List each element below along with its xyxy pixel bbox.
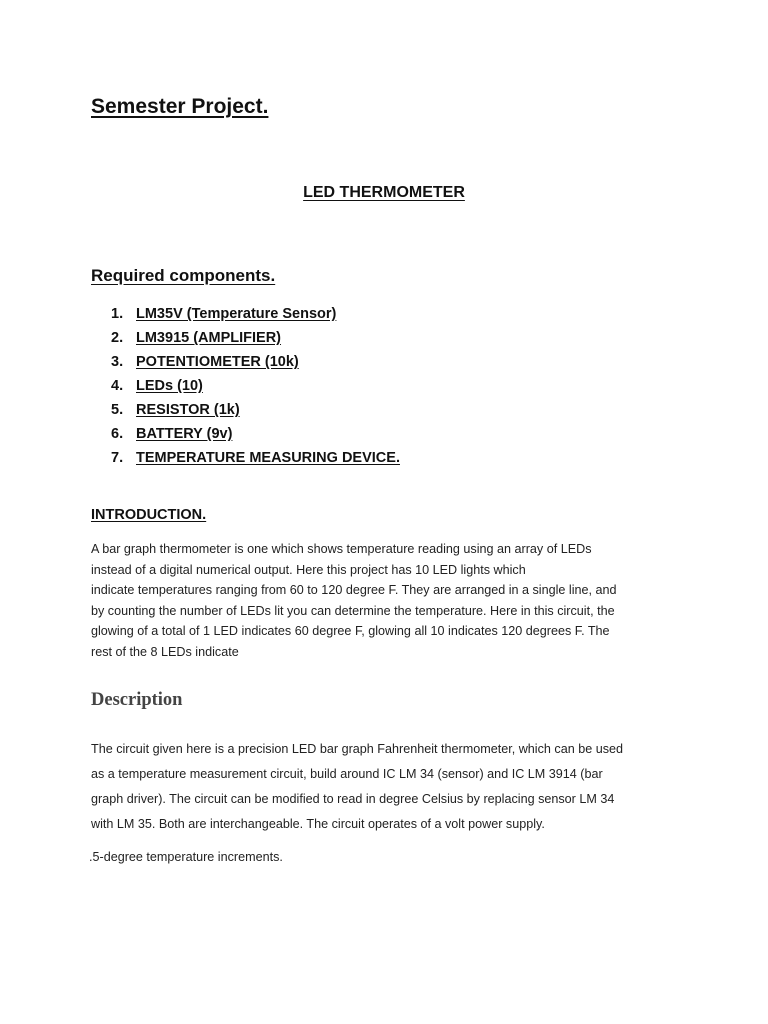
introduction-paragraph	[91, 539, 691, 662]
paragraph-line: with LM 35. Both are interchangeable. The circuit operates of a volt power supply.	[91, 817, 545, 831]
paragraph-line: graph driver). The circuit can be modified to read in degree Celsius by replacing sensor LM 34	[91, 792, 615, 806]
list-item-text: LM3915 (AMPLIFIER)	[136, 330, 282, 346]
list-item-text: POTENTIOMETER (10k)	[136, 354, 299, 370]
list-item-number: 3.	[111, 354, 124, 370]
list-item	[111, 350, 400, 374]
list-item	[111, 422, 400, 446]
list-item-number: 2.	[111, 330, 124, 346]
components-list	[111, 302, 400, 470]
paragraph-line: A bar graph thermometer is one which shows temperature reading using an array of LEDs	[91, 542, 592, 556]
paragraph-line: glowing of a total of 1 LED indicates 60 degree F, glowing all 10 indicates 120 degrees F. The	[91, 624, 610, 638]
list-item-number: 7.	[111, 450, 124, 466]
paragraph-line: by counting the number of LEDs lit you can determine the temperature. Here in this circuit, the	[91, 603, 615, 618]
list-item	[111, 398, 400, 422]
introduction-heading: INTRODUCTION.	[91, 507, 207, 523]
increments-note: .5-degree temperature increments.	[89, 850, 283, 864]
page-heading: Semester Project.	[91, 95, 269, 118]
paragraph-line: as a temperature measurement circuit, build around IC LM 34 (sensor) and IC LM 3914 (bar	[91, 767, 603, 781]
paragraph-line: indicate temperatures ranging from 60 to 120 degree F. They are arranged in a single line, and	[91, 583, 617, 597]
list-item-number: 4.	[111, 378, 124, 394]
list-item-text: BATTERY (9v)	[136, 426, 233, 442]
list-item-text: RESISTOR (1k)	[136, 402, 240, 418]
list-item-text: TEMPERATURE MEASURING DEVICE.	[136, 450, 400, 466]
list-item-number: 1.	[111, 306, 124, 322]
description-heading: Description	[91, 690, 183, 710]
list-item-number: 6.	[111, 426, 124, 442]
list-item	[111, 374, 400, 398]
list-item	[111, 302, 400, 326]
components-heading: Required components.	[91, 266, 276, 285]
description-paragraph	[91, 737, 691, 837]
list-item-number: 5.	[111, 402, 124, 418]
paragraph-line: instead of a digital numerical output. Here this project has 10 LED lights which	[91, 562, 526, 577]
list-item-text: LEDs (10)	[136, 378, 203, 394]
list-item	[111, 446, 400, 470]
paragraph-line: The circuit given here is a precision LED bar graph Fahrenheit thermometer, which can be used	[91, 742, 624, 756]
paragraph-line: rest of the 8 LEDs indicate	[91, 644, 239, 659]
list-item-text: LM35V (Temperature Sensor)	[136, 306, 337, 322]
document-title: LED THERMOMETER	[303, 184, 465, 201]
list-item	[111, 326, 400, 350]
